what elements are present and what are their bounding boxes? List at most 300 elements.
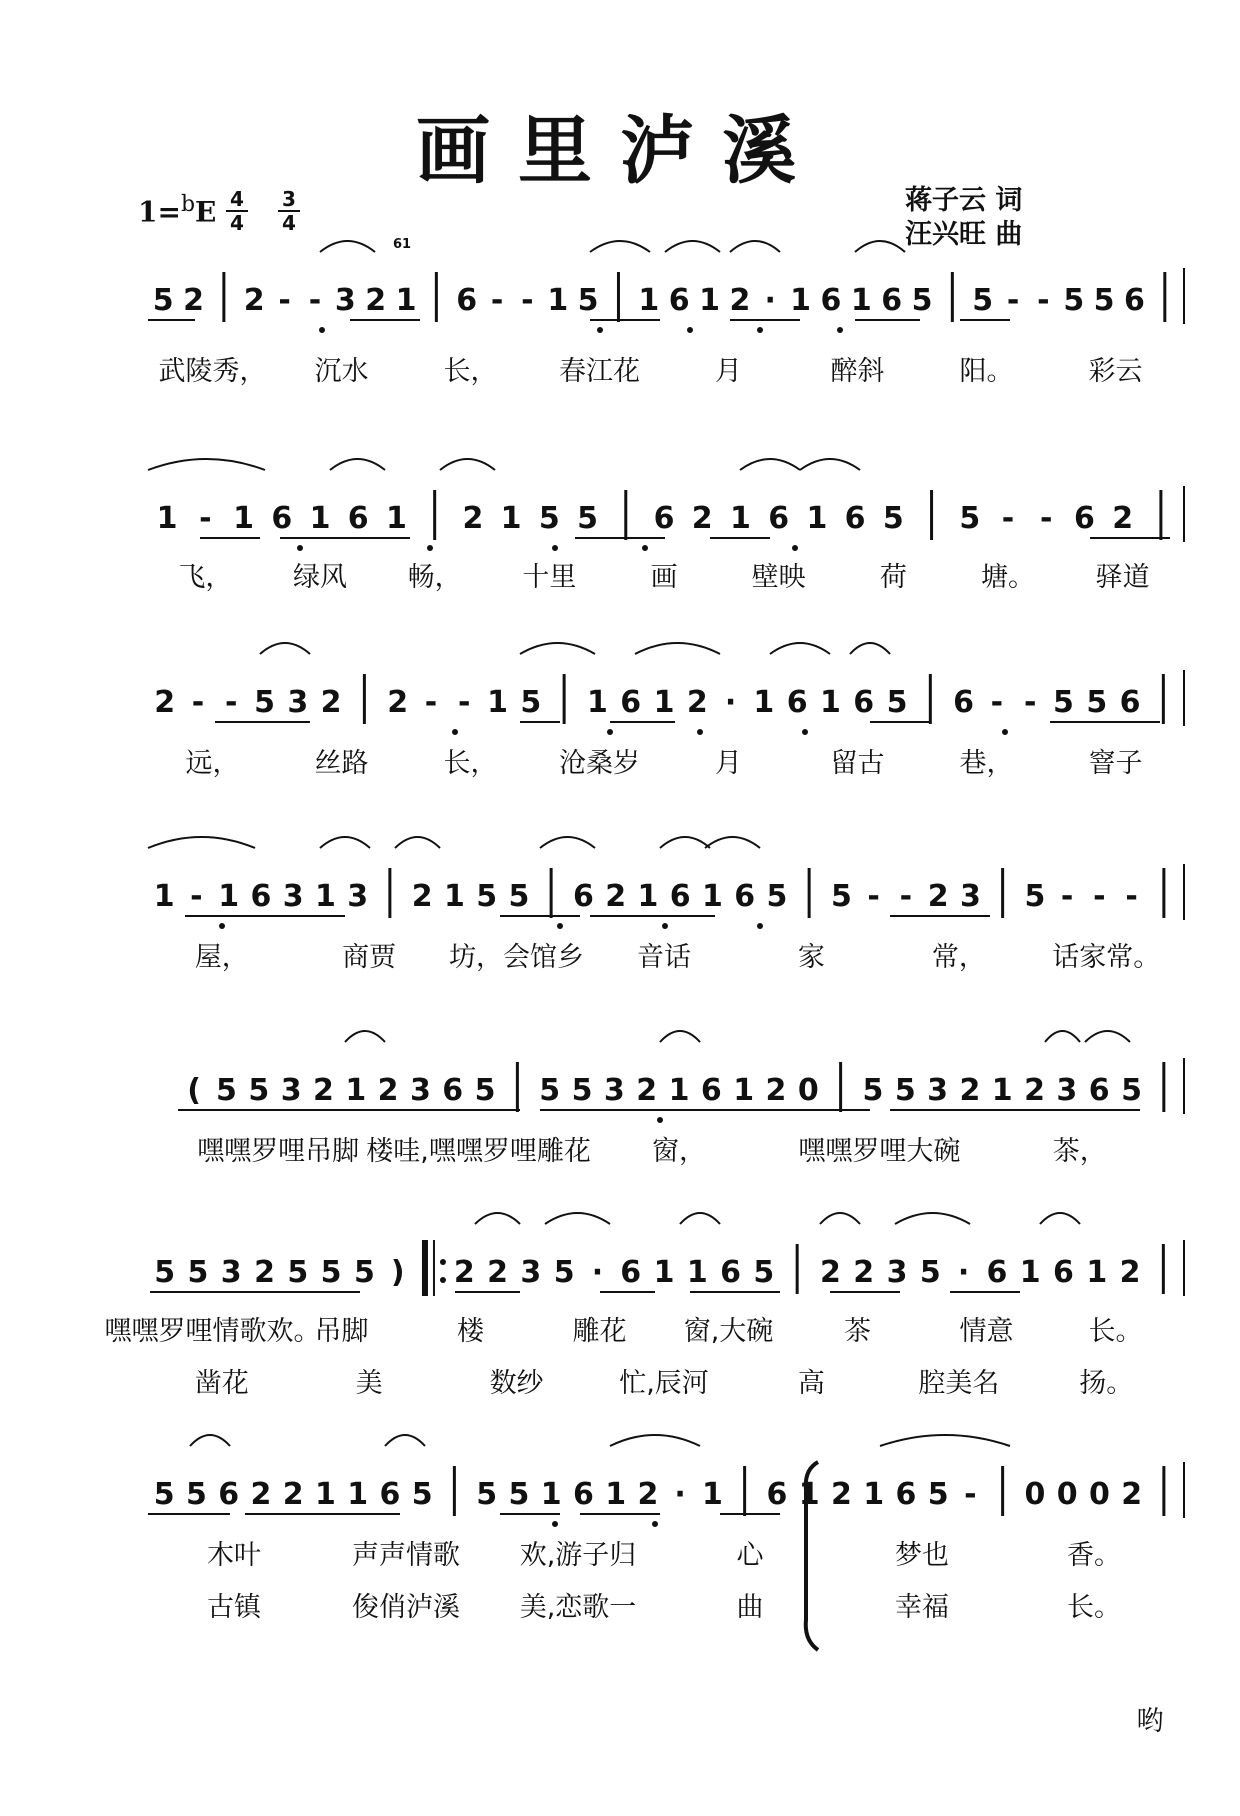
lyric-word: 塘。 bbox=[981, 562, 1035, 593]
note: 1 bbox=[638, 283, 660, 318]
note: 5 bbox=[254, 685, 275, 720]
slur bbox=[345, 1031, 385, 1042]
note: - bbox=[1125, 879, 1138, 914]
slur bbox=[820, 1213, 860, 1224]
repeat-dot bbox=[440, 1277, 446, 1283]
lyric-word: 春江花 bbox=[559, 356, 640, 387]
note: 5 bbox=[1093, 283, 1115, 318]
note: 3 bbox=[927, 1073, 949, 1108]
note: 1 bbox=[1086, 1255, 1108, 1290]
note: 1 bbox=[605, 1477, 627, 1512]
key-note: E bbox=[195, 195, 217, 229]
lyric-word: 畅， bbox=[407, 562, 462, 593]
note: 5 bbox=[571, 1073, 593, 1108]
lyric-word: 飞， bbox=[178, 562, 233, 593]
note: - bbox=[899, 879, 913, 914]
slur bbox=[800, 459, 860, 470]
note: 6 bbox=[768, 501, 790, 536]
slur bbox=[320, 837, 370, 848]
note: 2 bbox=[313, 1073, 334, 1108]
note: 2 bbox=[729, 283, 751, 318]
lyric-word: 沧桑岁 bbox=[559, 748, 640, 779]
note: 5 bbox=[927, 1477, 949, 1512]
key-prefix: 1= bbox=[138, 195, 181, 229]
lyric-word: 哟 bbox=[1136, 1706, 1164, 1737]
note: - bbox=[199, 501, 212, 536]
lyric-word: 忙,辰河 bbox=[619, 1368, 709, 1399]
lyric-word: 长， bbox=[443, 748, 498, 779]
lyric-word: 茶， bbox=[1052, 1136, 1107, 1167]
time-sig-bottom: 4 bbox=[226, 210, 248, 234]
lyric-word: 巷， bbox=[959, 748, 1014, 779]
note: · bbox=[724, 685, 737, 720]
note: 2 bbox=[691, 501, 713, 536]
note: 1 bbox=[699, 283, 720, 318]
note: 6 bbox=[734, 879, 756, 914]
note: - bbox=[990, 685, 1004, 720]
note: 5 bbox=[919, 1255, 941, 1290]
note: 1 bbox=[733, 1073, 755, 1108]
note: 5 bbox=[1086, 685, 1108, 720]
lyric-word: 凿花 bbox=[194, 1368, 249, 1399]
note: 1 bbox=[806, 501, 828, 536]
note: 2 bbox=[365, 283, 387, 318]
song-title: 画里泸溪 bbox=[416, 108, 824, 194]
lyric-word: 长。 bbox=[1088, 1316, 1143, 1347]
note: - bbox=[1093, 879, 1106, 914]
time-sig-bottom: 4 bbox=[278, 210, 300, 234]
octave-dot bbox=[837, 327, 843, 333]
note: 5 bbox=[577, 501, 598, 536]
note: 5 bbox=[862, 1073, 884, 1108]
slur bbox=[440, 459, 495, 470]
octave-dot bbox=[557, 923, 563, 929]
note: 5 bbox=[1063, 283, 1085, 318]
note: · bbox=[764, 283, 776, 318]
grace-note: 61 bbox=[392, 237, 412, 252]
note: 5 bbox=[1024, 879, 1046, 914]
note: 6 bbox=[1088, 1073, 1110, 1108]
note: 5 bbox=[476, 1477, 498, 1512]
note: 6 bbox=[669, 879, 691, 914]
note: 6 bbox=[620, 685, 642, 720]
note: 6 bbox=[456, 283, 478, 318]
note: 5 bbox=[882, 501, 904, 536]
slur bbox=[190, 1435, 230, 1446]
note: 2 bbox=[320, 685, 342, 720]
note: 5 bbox=[577, 283, 599, 318]
note: 1 bbox=[156, 501, 178, 536]
note: 5 bbox=[886, 685, 908, 720]
note: 5 bbox=[187, 1255, 209, 1290]
time-sig-top: 3 bbox=[282, 187, 296, 211]
lyric-word: 壁映 bbox=[751, 562, 806, 593]
note: - bbox=[1006, 283, 1020, 318]
note: 6 bbox=[720, 1255, 742, 1290]
note: 2 bbox=[637, 1477, 659, 1512]
note: 1 bbox=[1019, 1255, 1041, 1290]
slur bbox=[770, 643, 830, 654]
lyric-word: 嘿嘿罗哩大碗 bbox=[798, 1136, 961, 1167]
octave-dot bbox=[792, 545, 798, 551]
note: 1 bbox=[386, 501, 407, 536]
note: 6 bbox=[844, 501, 866, 536]
lyric-word: 古镇 bbox=[207, 1592, 261, 1623]
note: - bbox=[424, 685, 438, 720]
note: 1 bbox=[991, 1073, 1013, 1108]
slur bbox=[855, 241, 905, 252]
time-sig-top: 4 bbox=[230, 187, 244, 211]
note: 6 bbox=[853, 685, 875, 720]
lyric-word: 屋， bbox=[194, 942, 249, 973]
note: 5 bbox=[753, 1255, 775, 1290]
note: 2 bbox=[959, 1073, 981, 1108]
note: 5 bbox=[153, 1477, 175, 1512]
slur bbox=[520, 643, 595, 654]
note: 5 bbox=[287, 1255, 309, 1290]
note: 6 bbox=[347, 501, 369, 536]
lyric-word: 雕花 bbox=[572, 1316, 627, 1347]
slur bbox=[880, 1435, 1010, 1446]
slur bbox=[395, 837, 440, 848]
note: 2 bbox=[250, 1477, 272, 1512]
note: 1 bbox=[314, 1477, 336, 1512]
lyric-word: 扬。 bbox=[1079, 1368, 1134, 1399]
slur bbox=[260, 643, 310, 654]
note: 1 bbox=[233, 501, 254, 536]
lyric-word: 月 bbox=[715, 356, 742, 387]
note: - bbox=[1001, 501, 1015, 536]
lyric-word: 吊脚 bbox=[314, 1316, 369, 1347]
octave-dot bbox=[1002, 729, 1008, 735]
lyric-word: 远， bbox=[185, 748, 240, 779]
slur bbox=[665, 241, 720, 252]
note: 2 bbox=[411, 879, 433, 914]
lyric-word: 醉斜 bbox=[830, 356, 885, 387]
slur bbox=[730, 241, 780, 252]
note: 5 bbox=[248, 1073, 270, 1108]
octave-dot bbox=[297, 545, 303, 551]
slur bbox=[895, 1213, 970, 1224]
note: 5 bbox=[972, 283, 994, 318]
slur bbox=[148, 837, 255, 848]
lyric-word: 窗,大碗 bbox=[683, 1316, 774, 1347]
note: - bbox=[191, 685, 205, 720]
lyric-word: 沉水 bbox=[314, 356, 369, 387]
lyric-word: 阳。 bbox=[959, 356, 1014, 387]
note: 6 bbox=[820, 283, 842, 318]
note: 6 bbox=[700, 1073, 722, 1108]
note: 3 bbox=[220, 1255, 242, 1290]
lyric-word: 月 bbox=[715, 748, 742, 779]
note: 6 bbox=[653, 501, 675, 536]
note: ) bbox=[390, 1255, 405, 1290]
note: 6 bbox=[881, 283, 903, 318]
note: 0 bbox=[1088, 1477, 1110, 1512]
note: 1 bbox=[309, 501, 331, 536]
note: 3 bbox=[282, 879, 304, 914]
note: 1 bbox=[863, 1477, 885, 1512]
octave-dot bbox=[697, 729, 703, 735]
octave-dot bbox=[552, 1521, 558, 1527]
slur bbox=[610, 1435, 700, 1446]
octave-dot bbox=[802, 729, 808, 735]
note: 2 bbox=[820, 1255, 841, 1290]
note: 3 bbox=[603, 1073, 625, 1108]
note: 0 bbox=[797, 1073, 819, 1108]
note: 5 bbox=[476, 879, 498, 914]
note: 6 bbox=[250, 879, 272, 914]
note: 5 bbox=[830, 879, 852, 914]
note: 2 bbox=[927, 879, 949, 914]
lyric-word: 武陵秀， bbox=[158, 356, 267, 387]
note: 1 bbox=[850, 283, 872, 318]
note: 2 bbox=[183, 283, 204, 318]
note: 3 bbox=[1056, 1073, 1078, 1108]
note: 5 bbox=[911, 283, 933, 318]
note: 2 bbox=[1121, 1477, 1143, 1512]
note: 5 bbox=[766, 879, 788, 914]
lyric-word: 俊俏泸溪 bbox=[352, 1592, 460, 1623]
note: - bbox=[190, 879, 203, 914]
lyric-word: 美,恋歌一 bbox=[519, 1592, 637, 1623]
note: 6 bbox=[1119, 685, 1141, 720]
flat-sign: b bbox=[180, 192, 196, 217]
lyric-word: 商贾 bbox=[342, 942, 397, 973]
lyric-word: 曲 bbox=[736, 1592, 764, 1623]
note: 5 bbox=[474, 1073, 496, 1108]
note: - bbox=[458, 685, 471, 720]
slur bbox=[475, 1213, 520, 1224]
slur bbox=[740, 459, 800, 470]
note: 5 bbox=[185, 1477, 207, 1512]
note: - bbox=[521, 283, 534, 318]
lyric-word: 十里 bbox=[522, 562, 577, 593]
slur bbox=[330, 459, 385, 470]
note: 6 bbox=[786, 685, 808, 720]
note: 1 bbox=[314, 879, 336, 914]
note: 5 bbox=[154, 1255, 176, 1290]
lyric-word: 嘿嘿罗哩吊脚 bbox=[197, 1136, 360, 1167]
lyric-word: 留古 bbox=[830, 748, 885, 779]
note: 1 bbox=[668, 1073, 690, 1108]
note: 5 bbox=[1053, 685, 1074, 720]
slur bbox=[850, 643, 890, 654]
slur bbox=[705, 837, 760, 848]
slur bbox=[385, 1435, 425, 1446]
note: 2 bbox=[636, 1073, 658, 1108]
note: 2 bbox=[282, 1477, 304, 1512]
octave-dot bbox=[427, 545, 433, 551]
lyric-word: 长， bbox=[443, 356, 498, 387]
note: 6 bbox=[766, 1477, 788, 1512]
note: 3 bbox=[409, 1073, 431, 1108]
note: 5 bbox=[216, 1073, 237, 1108]
lyric-word: 香。 bbox=[1067, 1540, 1121, 1571]
note: 1 bbox=[347, 1477, 369, 1512]
note: - bbox=[964, 1477, 977, 1512]
slur bbox=[320, 241, 375, 252]
lyric-word: 心 bbox=[736, 1540, 764, 1571]
note: 6 bbox=[572, 1477, 594, 1512]
note: 2 bbox=[765, 1073, 787, 1108]
note: 1 bbox=[345, 1073, 367, 1108]
lyric-word: 画 bbox=[650, 562, 678, 593]
note: 5 bbox=[152, 283, 174, 318]
note: 5 bbox=[1121, 1073, 1142, 1108]
lyric-word: 高 bbox=[797, 1368, 825, 1399]
note: - bbox=[1060, 879, 1074, 914]
note: 2 bbox=[487, 1255, 508, 1290]
note: 5 bbox=[508, 879, 530, 914]
note: 0 bbox=[1056, 1477, 1078, 1512]
note: 2 bbox=[154, 685, 176, 720]
composer-credit: 汪兴旺 曲 bbox=[905, 219, 1023, 250]
note: 6 bbox=[953, 685, 975, 720]
octave-dot bbox=[452, 729, 458, 735]
note: 1 bbox=[798, 1477, 820, 1512]
note: 1 bbox=[153, 879, 175, 914]
slur bbox=[590, 241, 650, 252]
note: 6 bbox=[379, 1477, 401, 1512]
note: 2 bbox=[254, 1255, 275, 1290]
note: 2 bbox=[453, 1255, 475, 1290]
slur bbox=[680, 1213, 720, 1224]
lyric-word: 丝路 bbox=[314, 748, 369, 779]
octave-dot bbox=[652, 1521, 658, 1527]
note: 5 bbox=[320, 1255, 342, 1290]
note: 2 bbox=[462, 501, 484, 536]
octave-dot bbox=[687, 327, 693, 333]
lyricist-credit: 蒋子云 词 bbox=[905, 185, 1023, 216]
lyric-word: 荷 bbox=[879, 562, 907, 593]
note: 1 bbox=[487, 685, 508, 720]
octave-dot bbox=[319, 327, 325, 333]
note: 6 bbox=[271, 501, 293, 536]
lyric-word: 腔美名 bbox=[918, 1368, 1000, 1399]
octave-dot bbox=[757, 327, 763, 333]
note: - bbox=[1037, 283, 1050, 318]
slur bbox=[635, 643, 720, 654]
note: · bbox=[674, 1477, 686, 1512]
slur bbox=[545, 1213, 610, 1224]
lyric-word: 木叶 bbox=[207, 1540, 261, 1571]
lyric-word: 绿风 bbox=[293, 562, 347, 593]
note: 2 bbox=[830, 1477, 852, 1512]
note: 1 bbox=[586, 685, 608, 720]
note: 1 bbox=[820, 685, 841, 720]
note: - bbox=[1039, 501, 1053, 536]
note: 5 bbox=[508, 1477, 530, 1512]
note: - bbox=[308, 283, 322, 318]
lyric-word: 家 bbox=[797, 942, 825, 973]
note: 1 bbox=[443, 879, 465, 914]
lyric-word: 情意 bbox=[959, 1316, 1014, 1347]
note: 1 bbox=[653, 685, 675, 720]
note: - bbox=[224, 685, 238, 720]
note: 3 bbox=[334, 283, 356, 318]
lyric-word: 彩云 bbox=[1088, 356, 1143, 387]
note: 1 bbox=[790, 283, 812, 318]
note: 6 bbox=[1053, 1255, 1074, 1290]
note: 2 bbox=[1119, 1255, 1141, 1290]
note: 1 bbox=[500, 501, 522, 536]
lyric-word: 楼哇,嘿嘿罗哩雕花 bbox=[366, 1136, 591, 1167]
note: 2 bbox=[686, 685, 708, 720]
lyric-word: 音话 bbox=[637, 942, 691, 973]
note: 6 bbox=[1124, 283, 1145, 318]
slur bbox=[1040, 1213, 1080, 1224]
octave-dot bbox=[662, 923, 668, 929]
note: 5 bbox=[538, 501, 560, 536]
lyric-word: 欢,游子归 bbox=[519, 1540, 637, 1571]
note: 1 bbox=[540, 1477, 562, 1512]
note: - bbox=[1023, 685, 1037, 720]
lyric-word: 驿道 bbox=[1095, 562, 1150, 593]
note: 1 bbox=[686, 1255, 708, 1290]
slur bbox=[660, 837, 710, 848]
note: 1 bbox=[753, 685, 775, 720]
note: 6 bbox=[895, 1477, 917, 1512]
note: 6 bbox=[1074, 501, 1095, 536]
note: - bbox=[490, 283, 504, 318]
slur bbox=[1085, 1031, 1130, 1042]
note: ( bbox=[187, 1073, 202, 1108]
note: 6 bbox=[218, 1477, 240, 1512]
note: 2 bbox=[387, 685, 409, 720]
note: 5 bbox=[553, 1255, 575, 1290]
note: 6 bbox=[668, 283, 690, 318]
note: 6 bbox=[442, 1073, 464, 1108]
note: 5 bbox=[520, 685, 542, 720]
slur bbox=[1045, 1031, 1080, 1042]
octave-dot bbox=[219, 923, 225, 929]
slur bbox=[660, 1031, 700, 1042]
note: 6 bbox=[572, 879, 594, 914]
note: 1 bbox=[701, 1477, 723, 1512]
note: - bbox=[278, 283, 291, 318]
note: 2 bbox=[243, 283, 265, 318]
repeat-dot bbox=[440, 1259, 446, 1265]
note: - bbox=[867, 879, 880, 914]
lyric-word: 嘿嘿罗哩情歌欢。 bbox=[104, 1316, 321, 1347]
lyric-word: 坊，会馆乡 bbox=[449, 942, 585, 973]
lyric-word: 美 bbox=[355, 1368, 383, 1399]
note: 1 bbox=[730, 501, 751, 536]
note: · bbox=[591, 1255, 604, 1290]
note: 5 bbox=[539, 1073, 561, 1108]
lyric-word: 数纱 bbox=[489, 1368, 544, 1399]
note: 5 bbox=[894, 1073, 916, 1108]
octave-dot bbox=[757, 923, 763, 929]
lyric-word: 声声情歌 bbox=[352, 1540, 460, 1571]
lyric-word: 幸福 bbox=[895, 1592, 949, 1623]
note: 6 bbox=[620, 1255, 642, 1290]
note: 3 bbox=[280, 1073, 302, 1108]
note: 3 bbox=[520, 1255, 542, 1290]
note: 5 bbox=[353, 1255, 375, 1290]
octave-dot bbox=[607, 729, 613, 735]
note: 6 bbox=[986, 1255, 1008, 1290]
note: 1 bbox=[653, 1255, 675, 1290]
octave-dot bbox=[552, 545, 558, 551]
lyric-word: 话家常。 bbox=[1052, 942, 1161, 973]
note: 1 bbox=[637, 879, 659, 914]
note: 0 bbox=[1024, 1477, 1046, 1512]
note: 5 bbox=[959, 501, 981, 536]
lyric-word: 常， bbox=[931, 942, 986, 973]
octave-dot bbox=[597, 327, 603, 333]
